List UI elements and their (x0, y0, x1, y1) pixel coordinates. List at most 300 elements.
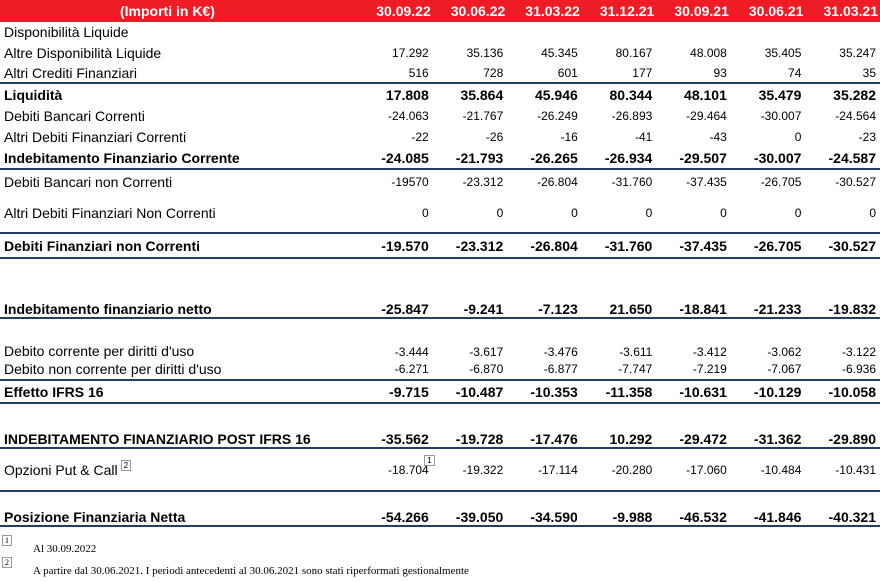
row-label (0, 63, 358, 83)
row-label-text: Debiti Bancari non Correnti (4, 174, 173, 190)
row-value (358, 448, 433, 491)
row-value (358, 318, 433, 359)
value-text: -7.067 (767, 362, 802, 376)
value-text: -24.564 (835, 108, 876, 123)
row-label-text: Liquidità (4, 86, 63, 103)
value-text: -20.280 (611, 462, 653, 477)
table-row (0, 147, 880, 169)
row-label-text: Debiti Finanziari non Correnti (4, 237, 201, 254)
row-value (582, 83, 657, 105)
row-value (731, 169, 806, 194)
value-text: -3.611 (619, 345, 653, 359)
value-text: -3.412 (692, 345, 727, 359)
row-value (731, 448, 806, 491)
row-value (656, 258, 731, 318)
row-value (582, 22, 657, 42)
value-text: -10.129 (753, 383, 802, 400)
value-text: -11.358 (605, 383, 653, 400)
row-value (582, 194, 657, 233)
row-value (656, 22, 731, 42)
row-value (507, 403, 582, 448)
row-value (805, 318, 880, 359)
table-row (0, 359, 880, 380)
table-row (0, 194, 880, 233)
value-text: -3.062 (767, 345, 802, 359)
row-value (582, 169, 657, 194)
value-text: -30.007 (753, 149, 802, 166)
row-value (805, 83, 880, 105)
value-text: 728 (483, 65, 504, 80)
row-label (0, 22, 358, 42)
value-text: 45.946 (534, 86, 578, 103)
row-value (507, 491, 582, 526)
value-text: -7.123 (538, 301, 578, 317)
value-text: 93 (713, 65, 727, 80)
row-value (507, 147, 582, 169)
row-value (433, 63, 508, 83)
row-value (358, 169, 433, 194)
row-value (582, 126, 657, 147)
row-value (358, 403, 433, 448)
value-text: -31.760 (604, 237, 653, 254)
row-value (582, 63, 657, 83)
row-value (358, 126, 433, 147)
row-value (507, 22, 582, 42)
row-value (433, 448, 508, 491)
value-text: -37.435 (679, 237, 727, 254)
row-value (731, 318, 806, 359)
row-value (731, 126, 806, 147)
row-label (0, 147, 358, 169)
value-text: -7.747 (618, 362, 653, 376)
header-row (0, 0, 880, 22)
value-text: -6.271 (394, 362, 429, 376)
value-text: 80.167 (615, 45, 653, 60)
row-value (582, 318, 657, 359)
row-value (731, 147, 806, 169)
row-value (656, 83, 731, 105)
value-text: 48.008 (690, 45, 727, 60)
value-text: -17.476 (530, 431, 578, 447)
footnote (0, 557, 880, 579)
row-value (433, 42, 508, 63)
row-value (731, 359, 806, 380)
row-value (433, 359, 508, 380)
row-value (656, 147, 731, 169)
value-text: 0 (571, 206, 578, 220)
value-text: -29.890 (828, 431, 876, 447)
value-text: -6.877 (543, 362, 578, 376)
value-text: -40.321 (828, 509, 876, 525)
value-text: -29.507 (679, 149, 727, 166)
row-label (0, 380, 358, 403)
table-row (0, 318, 880, 359)
row-label (0, 258, 358, 318)
row-value (433, 233, 508, 258)
row-value (433, 380, 508, 403)
value-text: -30.527 (828, 237, 876, 254)
row-label (0, 126, 358, 147)
value-text: -23.312 (455, 237, 504, 254)
value-text: 0 (794, 129, 802, 144)
header-period: 31.12.21 (582, 0, 657, 22)
value-text: 35.479 (758, 86, 802, 103)
row-value (358, 380, 433, 403)
row-label (0, 83, 358, 105)
value-text: -35.562 (381, 431, 429, 447)
value-text: -6.870 (469, 362, 504, 376)
value-text: -10.487 (455, 383, 504, 400)
row-value (358, 22, 433, 42)
value-text: -9.241 (463, 301, 504, 317)
row-value (731, 403, 806, 448)
row-value (805, 233, 880, 258)
row-value (731, 491, 806, 526)
value-text: -26.705 (753, 237, 802, 254)
row-label-text: INDEBITAMENTO FINANZIARIO POST IFRS 16 (4, 431, 311, 447)
row-value (656, 126, 731, 147)
row-value (582, 233, 657, 258)
row-value (358, 147, 433, 169)
value-text: 0 (794, 206, 802, 220)
row-value (731, 380, 806, 403)
value-text: -26.249 (537, 108, 578, 123)
value-text: 45.345 (541, 45, 578, 60)
header-period: 30.09.22 (358, 0, 433, 22)
row-value (358, 359, 433, 380)
value-text: -10.484 (760, 462, 802, 477)
row-value (582, 448, 657, 491)
value-text: -29.472 (679, 431, 727, 447)
row-value (358, 194, 433, 233)
header-period: 30.06.21 (731, 0, 806, 22)
row-label-text: Altri Debiti Finanziari Correnti (4, 128, 187, 145)
value-text: -18.704 (388, 462, 429, 477)
row-value (656, 380, 731, 403)
value-text: 35.282 (833, 86, 876, 103)
row-value (433, 318, 508, 359)
row-value (805, 491, 880, 526)
row-value (731, 83, 806, 105)
header-period: 31.03.21 (805, 0, 880, 22)
row-value (582, 258, 657, 318)
row-value (805, 403, 880, 448)
table-row (0, 169, 880, 194)
row-value (656, 63, 731, 83)
row-value (731, 105, 806, 126)
row-label-text: Indebitamento Finanziario Corrente (4, 149, 240, 166)
row-value (507, 359, 582, 380)
value-text: 0 (720, 206, 727, 220)
table-row (0, 380, 880, 403)
table-row (0, 22, 880, 42)
table-row (0, 233, 880, 258)
row-value (507, 126, 582, 147)
row-value (582, 403, 657, 448)
row-value (656, 491, 731, 526)
row-value (358, 83, 433, 105)
row-value (805, 126, 880, 147)
table-row (0, 83, 880, 105)
row-label-text: Disponibilità Liquide (4, 24, 129, 40)
value-text: -26.265 (530, 149, 578, 166)
value-text: -3.444 (394, 345, 429, 359)
row-value (805, 147, 880, 169)
value-text: -3.122 (841, 345, 876, 359)
row-value (507, 380, 582, 403)
row-value (805, 380, 880, 403)
row-value (433, 22, 508, 42)
row-label (0, 169, 358, 194)
value-text: -30.527 (835, 175, 876, 189)
table-row (0, 63, 880, 83)
value-text: -24.085 (381, 149, 429, 166)
value-text: -39.050 (455, 509, 504, 525)
value-text: -19.570 (381, 237, 429, 254)
footnotes (0, 535, 880, 579)
row-label-text: Indebitamento finanziario netto (4, 301, 212, 317)
value-text: 10.292 (609, 431, 653, 447)
row-label-text: Effetto IFRS 16 (4, 383, 104, 400)
row-value (656, 448, 731, 491)
row-label (0, 318, 358, 359)
value-text: -19.322 (462, 462, 504, 477)
value-text: 177 (632, 65, 653, 80)
row-value (582, 147, 657, 169)
value-text: -3.617 (469, 345, 504, 359)
row-value (582, 491, 657, 526)
table-row (0, 448, 880, 491)
row-value (358, 63, 433, 83)
value-text: 35 (862, 65, 876, 80)
value-text: -26.804 (530, 237, 578, 254)
row-value (358, 42, 433, 63)
value-text: 74 (788, 65, 802, 80)
row-label (0, 491, 358, 526)
row-label (0, 359, 358, 380)
row-value (731, 22, 806, 42)
value-text: 601 (557, 65, 578, 80)
row-value (656, 105, 731, 126)
value-text: 35.136 (466, 45, 504, 60)
value-text: -23.312 (462, 175, 504, 189)
value-text: -41 (634, 129, 653, 144)
value-text: -17.114 (537, 462, 578, 477)
value-text: -19.728 (455, 431, 504, 447)
value-text: -26 (485, 129, 504, 144)
value-text: -29.464 (686, 108, 727, 123)
row-value (358, 258, 433, 318)
row-value (433, 403, 508, 448)
row-value (507, 318, 582, 359)
row-value (656, 42, 731, 63)
row-label-text: Posizione Finanziaria Netta (4, 509, 186, 525)
row-value (433, 258, 508, 318)
row-value (433, 126, 508, 147)
row-value (731, 233, 806, 258)
value-text: 516 (408, 65, 429, 80)
row-value (433, 169, 508, 194)
value-text: -46.532 (679, 509, 727, 525)
row-label-text: Opzioni Put & Call (4, 461, 118, 478)
value-text: -31.760 (611, 175, 653, 189)
value-text: -18.841 (679, 301, 727, 317)
value-text: -7.219 (692, 362, 727, 376)
value-text: 0 (422, 206, 429, 220)
row-value (358, 491, 433, 526)
row-value (805, 194, 880, 233)
row-value (656, 194, 731, 233)
row-value (507, 233, 582, 258)
value-text: -9.988 (612, 509, 653, 525)
row-value (582, 105, 657, 126)
row-value (805, 448, 880, 491)
table-row (0, 258, 880, 318)
value-text: 0 (645, 206, 653, 220)
value-text: 21.650 (609, 301, 653, 317)
footnote (0, 535, 880, 557)
row-label-text: Debito non corrente per diritti d'uso (4, 361, 222, 377)
row-label-text: Altri Crediti Finanziari (4, 64, 138, 81)
value-text: -26.804 (537, 175, 578, 189)
row-value (358, 105, 433, 126)
row-value (358, 233, 433, 258)
row-value (656, 233, 731, 258)
value-text: 35.405 (764, 45, 802, 60)
value-text: 17.292 (392, 45, 429, 60)
row-value (731, 258, 806, 318)
footnote-ref-marker: 2 (121, 460, 131, 471)
row-label (0, 448, 358, 491)
footnote-text: A partire dal 30.06.2021. I periodi antecedenti al 30.06.2021 sono stati riperformati gestionalmente (33, 565, 469, 577)
value-text: -17.060 (686, 462, 727, 477)
value-text: 80.344 (609, 86, 653, 103)
row-value (433, 83, 508, 105)
row-value (507, 105, 582, 126)
row-label (0, 233, 358, 258)
row-value (433, 194, 508, 233)
row-label-text: Altre Disponibilità Liquide (4, 44, 162, 61)
value-text: -21.767 (462, 108, 504, 123)
row-label-text: Altri Debiti Finanziari Non Correnti (4, 205, 216, 221)
value-text: -24.063 (388, 108, 429, 123)
row-value (507, 83, 582, 105)
table-row (0, 126, 880, 147)
value-text: -21.793 (455, 149, 504, 166)
value-text: -26.893 (611, 108, 653, 123)
footnote-marker: 2 (2, 557, 12, 568)
value-text: -3.476 (543, 345, 578, 359)
value-text: -19.832 (828, 301, 876, 317)
table-row (0, 42, 880, 63)
value-text: -21.233 (753, 301, 802, 317)
row-value (582, 380, 657, 403)
row-value (433, 105, 508, 126)
table-row (0, 105, 880, 126)
value-text: -23 (858, 129, 876, 144)
row-value (507, 194, 582, 233)
value-text: -9.715 (389, 383, 429, 400)
row-label (0, 105, 358, 126)
row-value (805, 359, 880, 380)
row-value (507, 448, 582, 491)
row-value (507, 42, 582, 63)
header-label: (Importi in K€) (0, 0, 358, 22)
value-text: -6.936 (841, 362, 876, 376)
value-text: 0 (869, 206, 876, 220)
value-text: -26.705 (760, 175, 802, 189)
row-value (805, 63, 880, 83)
row-value (582, 42, 657, 63)
value-text: -30.007 (760, 108, 802, 123)
value-text: -34.590 (530, 509, 578, 525)
row-label (0, 403, 358, 448)
value-text: 48.101 (684, 86, 727, 103)
footnote-ref-marker: 1 (424, 455, 434, 466)
row-value (433, 491, 508, 526)
row-label-text: Debiti Bancari Correnti (4, 107, 145, 124)
value-text: -54.266 (381, 509, 429, 525)
header-period: 30.06.22 (433, 0, 508, 22)
row-value (507, 63, 582, 83)
value-text: -10.431 (835, 462, 876, 477)
row-value (656, 359, 731, 380)
row-value (731, 63, 806, 83)
row-value (507, 258, 582, 318)
row-value (805, 42, 880, 63)
table-row (0, 491, 880, 526)
value-text: -19570 (391, 175, 429, 189)
value-text: -24.587 (828, 149, 876, 166)
value-text: -26.934 (604, 149, 653, 166)
row-value (805, 105, 880, 126)
value-text: -22 (411, 129, 429, 144)
row-value (656, 318, 731, 359)
value-text: 0 (496, 206, 504, 220)
row-value (656, 169, 731, 194)
value-text: -41.846 (753, 509, 802, 525)
table-row (0, 403, 880, 448)
row-value (582, 359, 657, 380)
value-text: 35.247 (839, 45, 876, 60)
row-value (731, 42, 806, 63)
value-text: 17.808 (385, 86, 429, 103)
row-value (805, 169, 880, 194)
value-text: -37.435 (686, 175, 727, 189)
row-value (805, 22, 880, 42)
header-period: 30.09.21 (656, 0, 731, 22)
row-label (0, 194, 358, 233)
row-value (433, 147, 508, 169)
footnote-marker: 1 (2, 535, 12, 546)
row-value (731, 194, 806, 233)
footnote-text: Al 30.09.2022 (33, 543, 97, 555)
value-text: -10.631 (679, 383, 727, 400)
row-value (656, 403, 731, 448)
value-text: -10.353 (530, 383, 578, 400)
row-label (0, 42, 358, 63)
row-value (805, 258, 880, 318)
value-text: -31.362 (753, 431, 802, 447)
header-period: 31.03.22 (507, 0, 582, 22)
value-text: -25.847 (381, 301, 429, 317)
value-text: -43 (709, 129, 727, 144)
row-value (507, 169, 582, 194)
value-text: -10.058 (828, 383, 876, 400)
value-text: 35.864 (460, 86, 504, 103)
value-text: -16 (560, 129, 578, 144)
row-label-text: Debito corrente per diritti d'uso (4, 343, 195, 359)
